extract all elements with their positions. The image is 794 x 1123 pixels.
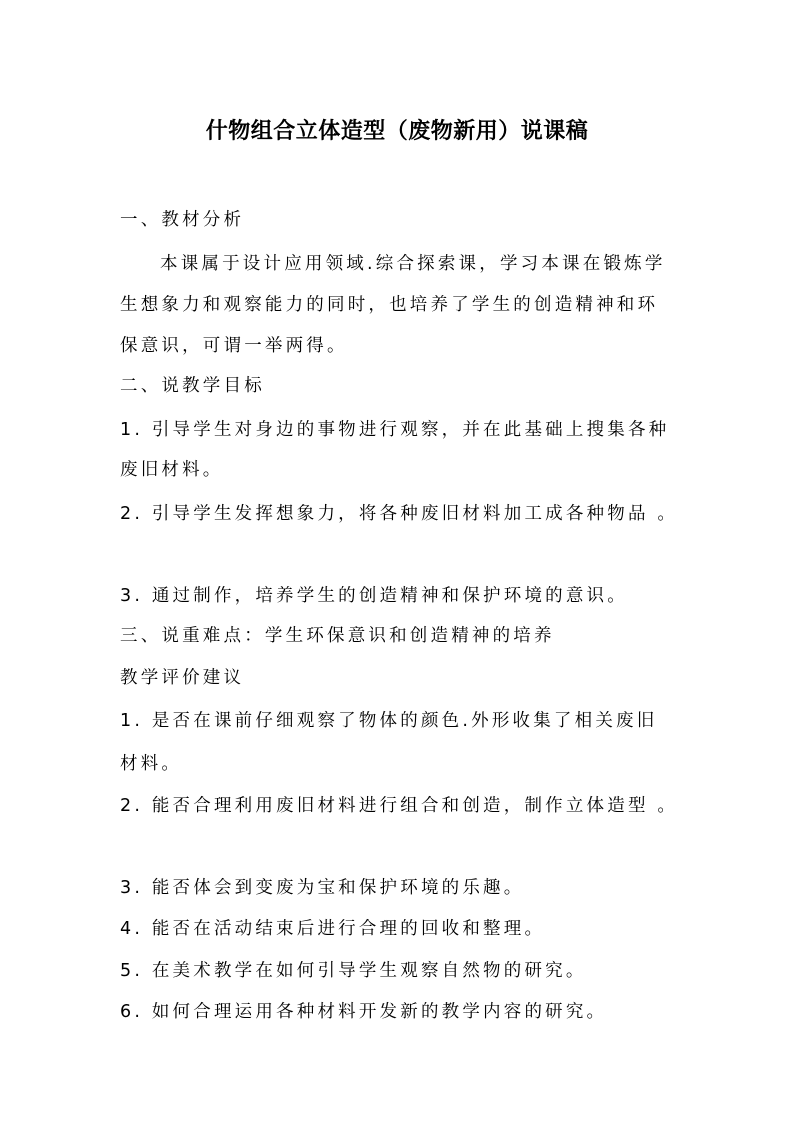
paragraph-line: 本课属于设计应用领域.综合探索课，学习本课在锻炼学 — [160, 254, 666, 274]
section-heading: 一、教材分析 — [120, 210, 245, 230]
list-item-continuation: 材料。 — [120, 754, 183, 774]
list-item: 4. 能否在活动结束后进行合理的回收和整理。 — [120, 919, 546, 939]
document-title: 什物组合立体造型（废物新用）说课稿 — [205, 119, 589, 144]
section-heading: 三、说重难点：学生环保意识和创造精神的培养 — [120, 626, 555, 646]
list-item: 2. 引导学生发挥想象力，将各种废旧材料加工成各种物品 。 — [120, 504, 679, 524]
subsection-heading: 教学评价建议 — [120, 668, 245, 688]
section-heading: 二、说教学目标 — [120, 376, 265, 396]
list-item: 1. 引导学生对身边的事物进行观察，并在此基础上搜集各种 — [120, 420, 670, 440]
paragraph-line: 保意识，可谓一举两得。 — [120, 336, 348, 356]
list-item: 1. 是否在课前仔细观察了物体的颜色.外形收集了相关废旧 — [120, 711, 658, 731]
list-item: 5. 在美术教学在如何引导学生观察自然物的研究。 — [120, 961, 587, 981]
list-item-continuation: 废旧材料。 — [120, 460, 224, 480]
list-item: 3. 能否体会到变废为宝和保护环境的乐趣。 — [120, 878, 525, 898]
list-item: 2. 能否合理利用废旧材料进行组合和创造，制作立体造型 。 — [120, 796, 679, 816]
paragraph-line: 生想象力和观察能力的同时，也培养了学生的创造精神和环 — [120, 295, 659, 315]
list-item: 3. 通过制作，培养学生的创造精神和保护环境的意识。 — [120, 586, 628, 606]
list-item: 6. 如何合理运用各种材料开发新的教学内容的研究。 — [120, 1002, 608, 1022]
